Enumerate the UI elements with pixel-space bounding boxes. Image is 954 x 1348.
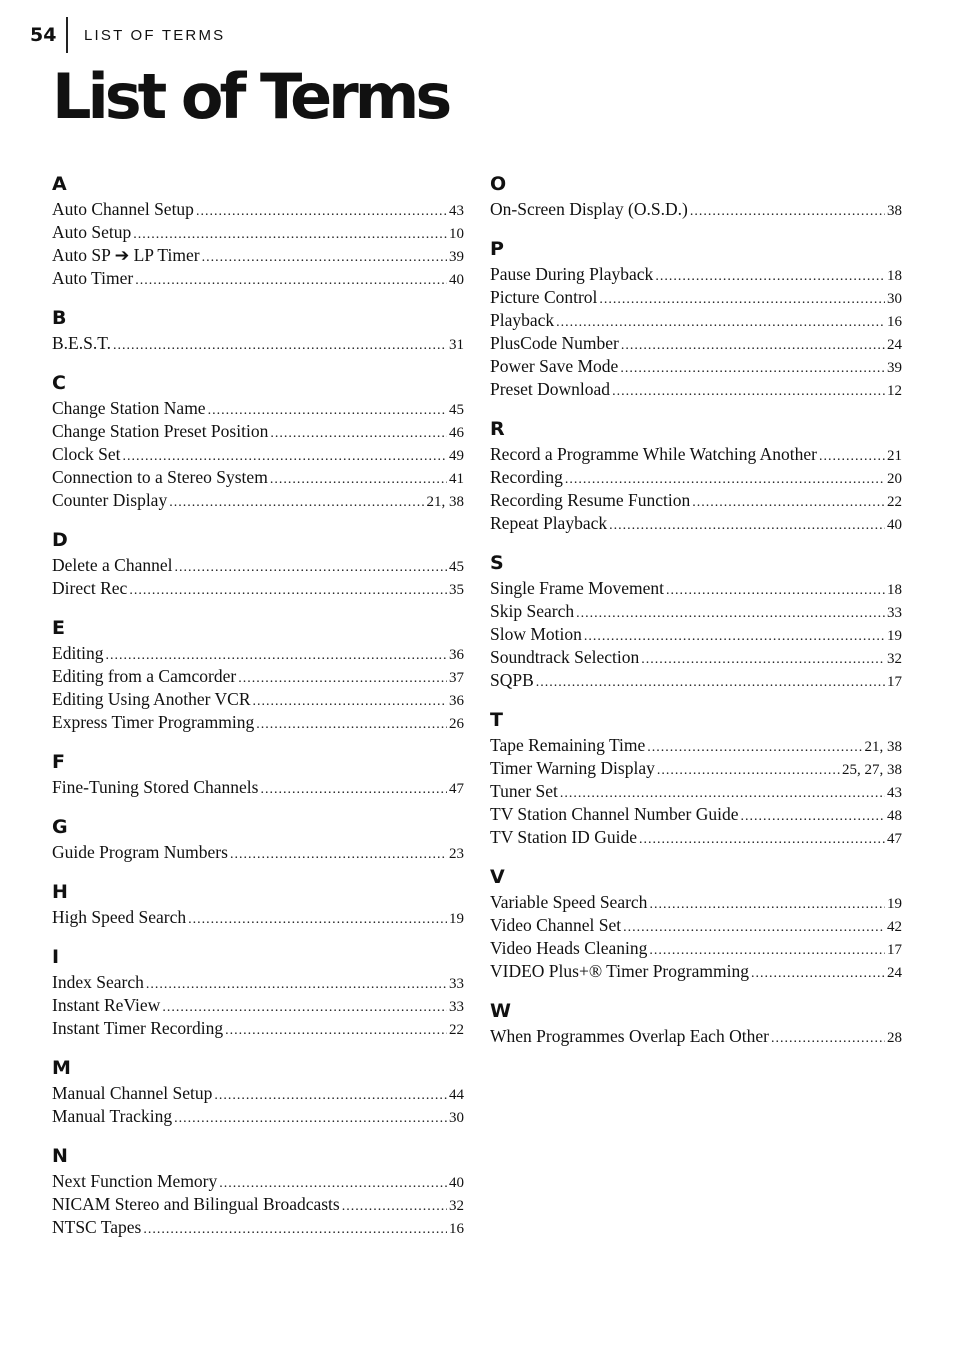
index-section-e <box>52 614 464 734</box>
entry-page-numbers: 30 <box>887 291 902 307</box>
index-entry <box>490 891 902 914</box>
dot-leader <box>238 667 447 690</box>
dot-leader <box>771 1027 885 1050</box>
index-entry <box>52 443 464 466</box>
index-entry <box>52 1105 464 1128</box>
index-entry <box>490 466 902 489</box>
index-section-p <box>490 235 902 401</box>
dot-leader <box>647 736 862 759</box>
entry-term: Skip Search <box>490 601 575 621</box>
entry-page-numbers: 26 <box>449 716 464 732</box>
index-entry <box>490 286 902 309</box>
entry-term: Timer Warning Display <box>490 758 655 778</box>
dot-leader <box>219 1172 447 1195</box>
entry-page-numbers: 16 <box>887 314 902 330</box>
entry-term: Instant ReView <box>52 995 161 1015</box>
index-entry <box>52 688 464 711</box>
dot-leader <box>560 782 885 805</box>
entry-page-numbers: 33 <box>887 605 902 621</box>
entry-page-numbers: 24 <box>887 965 902 981</box>
header-divider <box>66 17 68 53</box>
index-entry <box>52 1170 464 1193</box>
index-entry <box>52 554 464 577</box>
index-section-t <box>490 706 902 849</box>
index-section-s <box>490 549 902 692</box>
entry-term: Editing <box>52 643 104 663</box>
section-letter: N <box>52 1145 68 1167</box>
dot-leader <box>214 1084 447 1107</box>
entry-page-numbers: 33 <box>449 999 464 1015</box>
entry-term: Preset Download <box>490 379 611 399</box>
dot-leader <box>174 1107 447 1130</box>
index-entry <box>490 489 902 512</box>
entry-page-numbers: 31 <box>449 337 464 353</box>
dot-leader <box>113 334 447 357</box>
entry-page-numbers: 40 <box>449 1175 464 1191</box>
dot-leader <box>621 334 885 357</box>
entry-term: Change Station Name <box>52 398 206 418</box>
index-entry <box>52 841 464 864</box>
section-letter: F <box>52 751 65 773</box>
dot-leader <box>169 491 424 514</box>
index-section-f <box>52 748 464 799</box>
entry-page-numbers: 12 <box>887 383 902 399</box>
index-section-m <box>52 1054 464 1128</box>
dot-leader <box>690 200 885 223</box>
entry-page-numbers: 37 <box>449 670 464 686</box>
entry-term: TV Station ID Guide <box>490 827 637 847</box>
index-section-n <box>52 1142 464 1239</box>
index-entry <box>490 937 902 960</box>
entry-term: Repeat Playback <box>490 513 608 533</box>
entry-page-numbers: 28 <box>887 1030 902 1046</box>
dot-leader <box>256 713 447 736</box>
entry-page-numbers: 23 <box>449 846 464 862</box>
dot-leader <box>692 491 885 514</box>
entry-page-numbers: 22 <box>887 494 902 510</box>
entry-term: High Speed Search <box>52 907 187 927</box>
index-entry <box>52 711 464 734</box>
entry-page-numbers: 16 <box>449 1221 464 1237</box>
index-entry <box>490 734 902 757</box>
index-entry <box>52 397 464 420</box>
dot-leader <box>270 468 447 491</box>
entry-page-numbers: 48 <box>887 808 902 824</box>
entry-page-numbers: 10 <box>449 226 464 242</box>
entry-page-numbers: 21 <box>887 448 902 464</box>
index-section-h <box>52 878 464 929</box>
entry-page-numbers: 39 <box>449 249 464 265</box>
dot-leader <box>641 648 885 671</box>
section-letter: P <box>490 238 504 260</box>
entry-page-numbers: 36 <box>449 647 464 663</box>
entry-term: Editing from a Camcorder <box>52 666 237 686</box>
dot-leader <box>655 265 885 288</box>
entry-term: Index Search <box>52 972 144 992</box>
index-entry <box>490 780 902 803</box>
entry-term: Picture Control <box>490 287 598 307</box>
entry-term: Express Timer Programming <box>52 712 255 732</box>
entry-term: Manual Tracking <box>52 1106 173 1126</box>
index-entry <box>52 971 464 994</box>
entry-page-numbers: 30 <box>449 1110 464 1126</box>
entry-page-numbers: 47 <box>887 831 902 847</box>
index-section-b <box>52 304 464 355</box>
index-entry <box>52 267 464 290</box>
section-letter: D <box>52 529 68 551</box>
index-entry <box>52 577 464 600</box>
index-section-v <box>490 863 902 983</box>
dot-leader <box>612 380 885 403</box>
dot-leader <box>649 893 885 916</box>
entry-term: Next Function Memory <box>52 1171 218 1191</box>
entry-term: Auto Setup <box>52 222 132 242</box>
index-entry <box>52 906 464 929</box>
entry-page-numbers: 40 <box>887 517 902 533</box>
section-letter: M <box>52 1057 71 1079</box>
entry-term: Fine-Tuning Stored Channels <box>52 777 259 797</box>
section-letter: G <box>52 816 68 838</box>
section-letter: H <box>52 881 68 903</box>
index-entry <box>490 960 902 983</box>
index-entry <box>490 309 902 332</box>
entry-term: Direct Rec <box>52 578 128 598</box>
entry-term: PlusCode Number <box>490 333 619 353</box>
index-entry <box>52 1082 464 1105</box>
entry-page-numbers: 21, 38 <box>426 494 464 510</box>
entry-page-numbers: 44 <box>449 1087 464 1103</box>
entry-page-numbers: 32 <box>887 651 902 667</box>
dot-leader <box>639 828 885 851</box>
dot-leader <box>202 246 447 269</box>
entry-page-numbers: 45 <box>449 402 464 418</box>
entry-page-numbers: 22 <box>449 1022 464 1038</box>
index-entry <box>490 646 902 669</box>
page-title: List of Terms <box>52 60 449 133</box>
index-section-r <box>490 415 902 535</box>
dot-leader <box>576 602 885 625</box>
entry-term: Clock Set <box>52 444 121 464</box>
entry-term: Recording Resume Function <box>490 490 691 510</box>
dot-leader <box>657 759 840 782</box>
section-letter: T <box>490 709 503 731</box>
dot-leader <box>162 996 447 1019</box>
index-column-left <box>52 170 464 1253</box>
index-entry <box>52 1017 464 1040</box>
entry-term: Pause During Playback <box>490 264 654 284</box>
index-entry <box>52 776 464 799</box>
entry-page-numbers: 33 <box>449 976 464 992</box>
dot-leader <box>741 805 885 828</box>
entry-term: Tape Remaining Time <box>490 735 646 755</box>
entry-page-numbers: 39 <box>887 360 902 376</box>
dot-leader <box>666 579 885 602</box>
dot-leader <box>565 468 885 491</box>
entry-term: TV Station Channel Number Guide <box>490 804 739 824</box>
entry-page-numbers: 17 <box>887 674 902 690</box>
index-column-right <box>490 170 902 1062</box>
entry-page-numbers: 24 <box>887 337 902 353</box>
index-entry <box>52 221 464 244</box>
section-letter: V <box>490 866 505 888</box>
index-section-g <box>52 813 464 864</box>
section-letter: C <box>52 372 66 394</box>
dot-leader <box>123 445 447 468</box>
index-entry <box>490 1025 902 1048</box>
entry-term: Delete a Channel <box>52 555 173 575</box>
entry-page-numbers: 25, 27, 38 <box>842 762 902 778</box>
dot-leader <box>253 690 447 713</box>
dot-leader <box>225 1019 447 1042</box>
entry-page-numbers: 18 <box>887 268 902 284</box>
index-section-c <box>52 369 464 512</box>
index-entry <box>490 826 902 849</box>
index-section-o <box>490 170 902 221</box>
entry-page-numbers: 41 <box>449 471 464 487</box>
entry-term: Power Save Mode <box>490 356 619 376</box>
entry-page-numbers: 35 <box>449 582 464 598</box>
section-letter: A <box>52 173 67 195</box>
dot-leader <box>208 399 447 422</box>
index-entry <box>490 198 902 221</box>
entry-term: Change Station Preset Position <box>52 421 269 441</box>
entry-term: Auto Timer <box>52 268 134 288</box>
entry-term: Playback <box>490 310 555 330</box>
dot-leader <box>342 1195 447 1218</box>
entry-page-numbers: 36 <box>449 693 464 709</box>
entry-term: SQPB <box>490 670 534 690</box>
entry-term: VIDEO Plus+® Timer Programming <box>490 961 749 981</box>
dot-leader <box>146 973 447 996</box>
index-entry <box>52 198 464 221</box>
entry-term: Counter Display <box>52 490 168 510</box>
entry-term: Soundtrack Selection <box>490 647 640 667</box>
dot-leader <box>175 556 447 579</box>
index-entry <box>490 378 902 401</box>
index-entry <box>490 669 902 692</box>
dot-leader <box>196 200 447 223</box>
entry-term: NTSC Tapes <box>52 1217 142 1237</box>
running-head: LIST OF TERMS <box>83 26 226 44</box>
entry-term: Record a Programme While Watching Another <box>490 444 817 464</box>
index-entry <box>52 665 464 688</box>
entry-term: When Programmes Overlap Each Other <box>490 1026 769 1046</box>
entry-term: B.E.S.T. <box>52 333 111 353</box>
entry-term: Variable Speed Search <box>490 892 648 912</box>
section-letter: W <box>490 1000 511 1022</box>
index-entry <box>490 623 902 646</box>
dot-leader <box>133 223 447 246</box>
index-entry <box>52 642 464 665</box>
entry-term: NICAM Stereo and Bilingual Broadcasts <box>52 1194 340 1214</box>
entry-page-numbers: 47 <box>449 781 464 797</box>
section-letter: B <box>52 307 67 329</box>
section-letter: S <box>490 552 504 574</box>
entry-page-numbers: 19 <box>887 628 902 644</box>
entry-page-numbers: 18 <box>887 582 902 598</box>
dot-leader <box>649 939 885 962</box>
entry-term: Editing Using Another VCR <box>52 689 251 709</box>
entry-page-numbers: 46 <box>449 425 464 441</box>
entry-term: Recording <box>490 467 563 487</box>
dot-leader <box>188 908 447 931</box>
dot-leader <box>620 357 885 380</box>
entry-term: Auto Channel Setup <box>52 199 194 219</box>
dot-leader <box>599 288 885 311</box>
index-entry <box>490 443 902 466</box>
entry-term: Auto SP ➔ LP Timer <box>52 245 200 265</box>
dot-leader <box>819 445 885 468</box>
entry-term: Manual Channel Setup <box>52 1083 213 1103</box>
entry-page-numbers: 32 <box>449 1198 464 1214</box>
index-entry <box>52 1193 464 1216</box>
index-entry <box>490 757 902 780</box>
entry-page-numbers: 21, 38 <box>864 739 902 755</box>
index-entry <box>52 994 464 1017</box>
index-entry <box>490 577 902 600</box>
entry-term: Single Frame Movement <box>490 578 665 598</box>
dot-leader <box>129 579 447 602</box>
entry-term: Guide Program Numbers <box>52 842 228 862</box>
index-entry <box>52 332 464 355</box>
entry-page-numbers: 43 <box>887 785 902 801</box>
entry-page-numbers: 49 <box>449 448 464 464</box>
index-section-d <box>52 526 464 600</box>
dot-leader <box>143 1218 447 1241</box>
entry-page-numbers: 42 <box>887 919 902 935</box>
page-header <box>30 16 225 54</box>
index-entry <box>490 914 902 937</box>
index-entry <box>52 420 464 443</box>
section-letter: O <box>490 173 507 195</box>
entry-page-numbers: 38 <box>887 203 902 219</box>
dot-leader <box>135 269 447 292</box>
index-section-a <box>52 170 464 290</box>
entry-page-numbers: 20 <box>887 471 902 487</box>
entry-page-numbers: 43 <box>449 203 464 219</box>
index-section-i <box>52 943 464 1040</box>
entry-term: On-Screen Display (O.S.D.) <box>490 199 688 219</box>
index-entry <box>52 1216 464 1239</box>
section-letter: I <box>52 946 60 968</box>
index-entry <box>490 600 902 623</box>
index-entry <box>490 803 902 826</box>
dot-leader <box>556 311 885 334</box>
index-entry <box>490 512 902 535</box>
index-entry <box>52 466 464 489</box>
dot-leader <box>270 422 447 445</box>
index-entry <box>490 332 902 355</box>
index-entry <box>52 489 464 512</box>
entry-term: Video Heads Cleaning <box>490 938 648 958</box>
entry-page-numbers: 40 <box>449 272 464 288</box>
entry-page-numbers: 17 <box>887 942 902 958</box>
dot-leader <box>609 514 885 537</box>
index-entry <box>490 355 902 378</box>
entry-page-numbers: 45 <box>449 559 464 575</box>
dot-leader <box>230 843 447 866</box>
entry-term: Tuner Set <box>490 781 558 801</box>
entry-term: Instant Timer Recording <box>52 1018 224 1038</box>
entry-term: Connection to a Stereo System <box>52 467 268 487</box>
entry-page-numbers: 19 <box>887 896 902 912</box>
section-letter: R <box>490 418 505 440</box>
dot-leader <box>536 671 885 694</box>
index-section-w <box>490 997 902 1048</box>
dot-leader <box>751 962 885 985</box>
index-entry <box>52 244 464 267</box>
dot-leader <box>106 644 447 667</box>
dot-leader <box>623 916 885 939</box>
dot-leader <box>260 778 447 801</box>
dot-leader <box>584 625 885 648</box>
section-letter: E <box>52 617 65 639</box>
index-entry <box>490 263 902 286</box>
entry-term: Slow Motion <box>490 624 582 644</box>
entry-page-numbers: 19 <box>449 911 464 927</box>
page-number: 54 <box>30 24 57 46</box>
entry-term: Video Channel Set <box>490 915 622 935</box>
